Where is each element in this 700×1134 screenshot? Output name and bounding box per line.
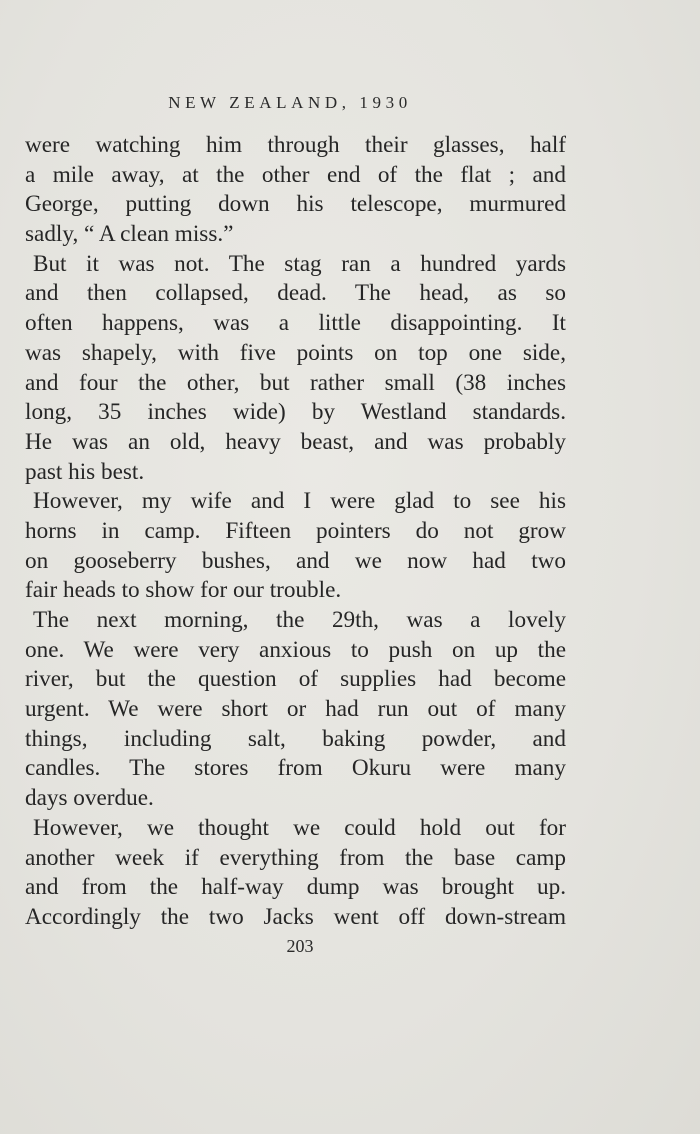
text-line: one. We were very anxious to push on up the bbox=[25, 636, 566, 663]
text-line: However, my wife and I were glad to see his bbox=[33, 488, 566, 515]
text-line: candles. The stores from Okuru were many bbox=[25, 755, 566, 782]
text-line: sadly, “ A clean miss.” bbox=[25, 221, 234, 248]
text-line: another week if everything from the base camp bbox=[25, 844, 566, 871]
text-line: The next morning, the 29th, was a lovely bbox=[33, 607, 566, 633]
text-line: long, 35 inches wide) by Westland standards. bbox=[25, 399, 566, 426]
text-line: a mile away, at the other end of the flat ; and bbox=[25, 161, 566, 188]
paragraph bbox=[25, 250, 566, 488]
text-line: urgent. We were short or had run out of many bbox=[25, 696, 566, 723]
paragraph bbox=[25, 487, 566, 606]
text-line: and four the other, but rather small (38 inches bbox=[25, 369, 566, 396]
body-text bbox=[25, 131, 566, 933]
text-line: and then collapsed, dead. The head, as so bbox=[25, 280, 566, 307]
text-line: was shapely, with five points on top one side, bbox=[25, 339, 566, 366]
text-line: river, but the question of supplies had become bbox=[25, 666, 566, 693]
text-line: But it was not. The stag ran a hundred yards bbox=[33, 250, 566, 277]
text-line: However, we thought we could hold out for bbox=[33, 814, 566, 841]
text-line: often happens, was a little disappointing. It bbox=[25, 310, 566, 337]
text-line: He was an old, heavy beast, and was probably bbox=[25, 428, 566, 455]
text-line: horns in camp. Fifteen pointers do not grow bbox=[25, 517, 566, 544]
text-line: fair heads to show for our trouble. bbox=[25, 577, 342, 604]
paragraph bbox=[25, 606, 566, 814]
running-head: NEW ZEALAND, 1930 bbox=[168, 93, 412, 112]
page-number: 203 bbox=[286, 936, 314, 956]
text-line: were watching him through their glasses, half bbox=[25, 132, 566, 158]
paragraph bbox=[25, 131, 566, 250]
paragraph bbox=[25, 814, 566, 933]
text-line: Accordingly the two Jacks went off down-stream bbox=[25, 903, 566, 930]
text-line: George, putting down his telescope, murmured bbox=[25, 191, 566, 218]
text-line: on gooseberry bushes, and we now had two bbox=[25, 547, 566, 574]
text-line: things, including salt, baking powder, and bbox=[25, 725, 566, 752]
text-line: days overdue. bbox=[25, 785, 154, 812]
text-line: and from the half-way dump was brought up. bbox=[25, 874, 566, 901]
text-line: past his best. bbox=[25, 458, 145, 485]
